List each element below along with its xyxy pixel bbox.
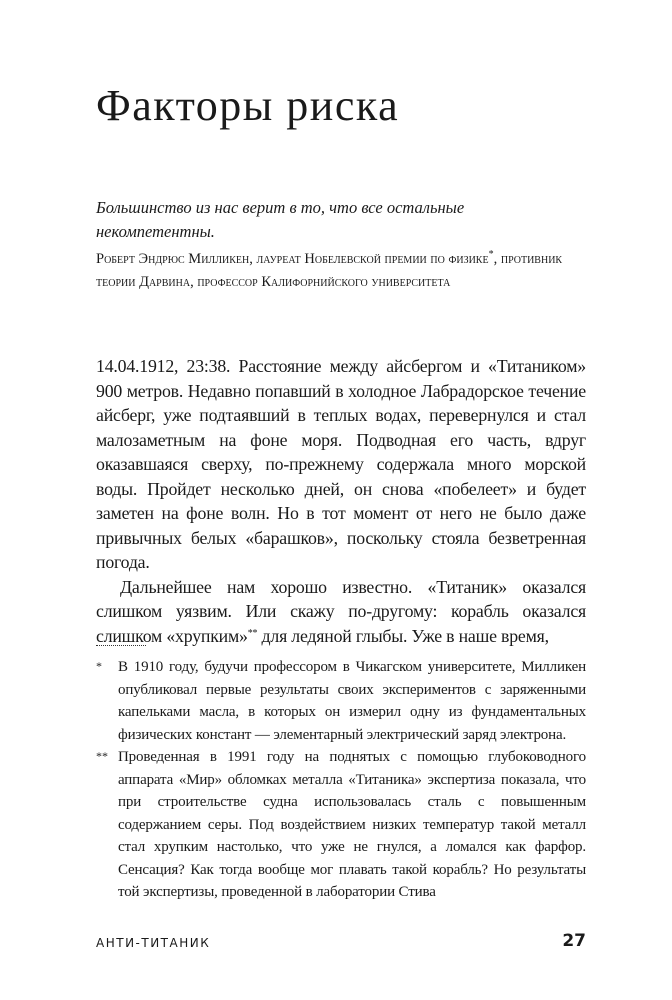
paragraph-2-text-rest: для ледяной глыбы. Уже в наше время, <box>257 625 549 646</box>
running-title: АНТИ-ТИТАНИК <box>96 936 211 950</box>
epigraph <box>96 196 586 294</box>
epigraph-attribution-text-rest: , противник теории Дарвина, профессор Калифорнийского университета <box>96 251 563 290</box>
footnote-mark-2: ** <box>247 627 258 639</box>
epigraph-attribution-text: Роберт Эндрюс Милликен, лауреат Нобелевской премии по физике <box>96 251 489 267</box>
paragraph-1: 14.04.1912, 23:38. Расстояние между айсбергом и «Титаником» 900 метров. Недавно попавший в холодное Лабрадорское течение айсберг, уже подтаявший в теплых водах, перевернулся и стал малозаметным на фоне моря. Подводная его часть, вдруг оказавшаяся сверху, по-прежнему содержала много морской воды. Пройдет несколько дней, он снова «побелеет» и будет заметен на фоне волн. Но в тот момент от него не было даже привычных белых «барашков», поскольку стояла безветренная погода. <box>96 356 586 572</box>
epigraph-quote: Большинство из нас верит в то, что все остальные некомпетентны. <box>96 198 465 241</box>
paragraph-2 <box>96 575 586 649</box>
paragraph-2-text: Дальнейшее нам хорошо известно. «Титаник» оказался слишком уязвим. Или скажу по-другому: корабль оказался слишком «хрупким» <box>96 576 586 646</box>
footnote-1-text: В 1910 году, будучи профессором в Чикагском университете, Милликен опубликовал первые результаты своих экспериментов с заряженными капельками масла, в которых он измерил одну из фундаментальных физических констант — элементарный электрический заряд электрона. <box>118 659 586 743</box>
footnote-separator <box>96 645 146 646</box>
footnote-mark-1: * <box>488 249 494 260</box>
footnote-2-marker: ** <box>96 749 108 763</box>
footnotes <box>96 656 586 904</box>
footnote-2 <box>96 746 586 904</box>
footnote-2-text: Проведенная в 1991 году на поднятых с помощью глубоководного аппарата «Мир» обломках металла «Титаника» экспертиза показала, что при строительстве судна использовалась сталь с повышенным содержанием серы. Под воздействием низких температур такой металл стал хрупким настолько, что уже не гнулся, а ломался как фарфор. Сенсация? Как тогда вообще мог плавать такой корабль? Но результаты той экспертизы, проведенной в лаборатории Стива <box>118 749 586 900</box>
footnote-1-marker: * <box>96 659 102 673</box>
footnote-1 <box>96 656 586 746</box>
main-text <box>96 354 586 648</box>
page-number: 27 <box>562 931 586 951</box>
chapter-title: Факторы риска <box>96 81 400 130</box>
epigraph-attribution <box>96 248 586 294</box>
